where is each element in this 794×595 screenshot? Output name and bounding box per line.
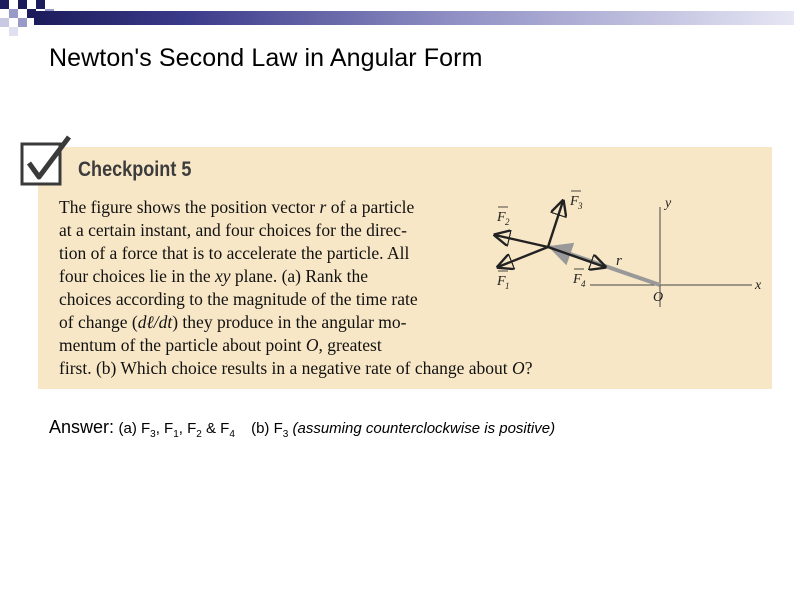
f1-label <box>496 271 510 291</box>
question-line <box>59 334 639 357</box>
title-rule <box>34 11 794 25</box>
f3-label-sub: 3 <box>578 201 583 211</box>
answer-note: (assuming counterclockwise is positive) <box>288 420 556 437</box>
question-text: four choices lie in the <box>59 266 211 286</box>
origin-label: O <box>653 290 664 305</box>
answer-text: & F <box>201 420 230 437</box>
force-diagram <box>470 185 770 315</box>
question-line <box>59 357 639 380</box>
answer-text: (a) F <box>118 420 151 437</box>
f4-label-sub: 4 <box>581 279 586 289</box>
subscript: 2 <box>196 429 202 440</box>
answer-text: , F <box>155 420 174 437</box>
r-vector-label: r <box>616 253 622 269</box>
subscript: 3 <box>150 429 156 440</box>
question-text: The figure shows the position vector <box>59 197 316 217</box>
f2-label-sub: 2 <box>505 217 510 227</box>
question-line: at a certain instant, and four choices for the direc- <box>59 220 407 240</box>
slide-title: Newton's Second Law in Angular Form <box>49 44 483 72</box>
f3-label-f: F <box>570 194 579 209</box>
answer-text: (b) F <box>251 420 283 437</box>
answer-text: , F <box>178 420 197 437</box>
y-axis-label: y <box>665 196 672 211</box>
subscript: 3 <box>282 429 289 440</box>
force-f2-arrow <box>495 235 548 247</box>
force-f4-arrow <box>548 247 605 267</box>
force-f3-arrow <box>548 201 563 247</box>
question-text: ) they produce in the angular mo- <box>172 312 407 332</box>
subscript: 1 <box>173 429 179 440</box>
question-text: plane. (a) Rank the <box>234 266 369 286</box>
xy-symbol: xy <box>215 266 231 286</box>
force-f1-arrow <box>498 247 548 267</box>
f2-label-f: F <box>497 210 506 225</box>
r-vector-symbol: r <box>319 197 327 217</box>
question-line: tion of a force that is to accelerate the particle. All <box>59 243 410 263</box>
f4-label-f: F <box>573 272 582 287</box>
f2-label <box>496 207 510 227</box>
answer-label: Answer: <box>49 417 115 437</box>
question-text: ? <box>524 358 533 378</box>
f1-label-sub: 1 <box>505 281 510 291</box>
x-axis-label: x <box>755 278 762 293</box>
answer-line <box>49 417 555 440</box>
dl-dt-symbol: dℓ/dt <box>137 312 173 332</box>
question-text: mentum of the particle about point <box>59 335 302 355</box>
question-line: choices according to the magnitude of the time rate <box>59 289 418 309</box>
point-o-symbol: O <box>512 358 525 378</box>
answer-part-b <box>251 420 556 440</box>
question-text: first. (b) Which choice results in a negative rate of change about <box>59 358 508 378</box>
point-o-symbol: O <box>305 335 319 355</box>
question-text: of a particle <box>330 197 415 217</box>
f4-label <box>572 269 586 289</box>
checkbox-checked-icon <box>19 135 73 189</box>
checkpoint-heading: Checkpoint 5 <box>78 158 192 181</box>
f1-label-f: F <box>497 274 506 289</box>
subscript: 4 <box>229 429 235 440</box>
f3-label <box>569 191 583 211</box>
answer-part-a <box>118 420 239 440</box>
question-text: of change ( <box>59 312 138 332</box>
question-text: , greatest <box>318 335 382 355</box>
